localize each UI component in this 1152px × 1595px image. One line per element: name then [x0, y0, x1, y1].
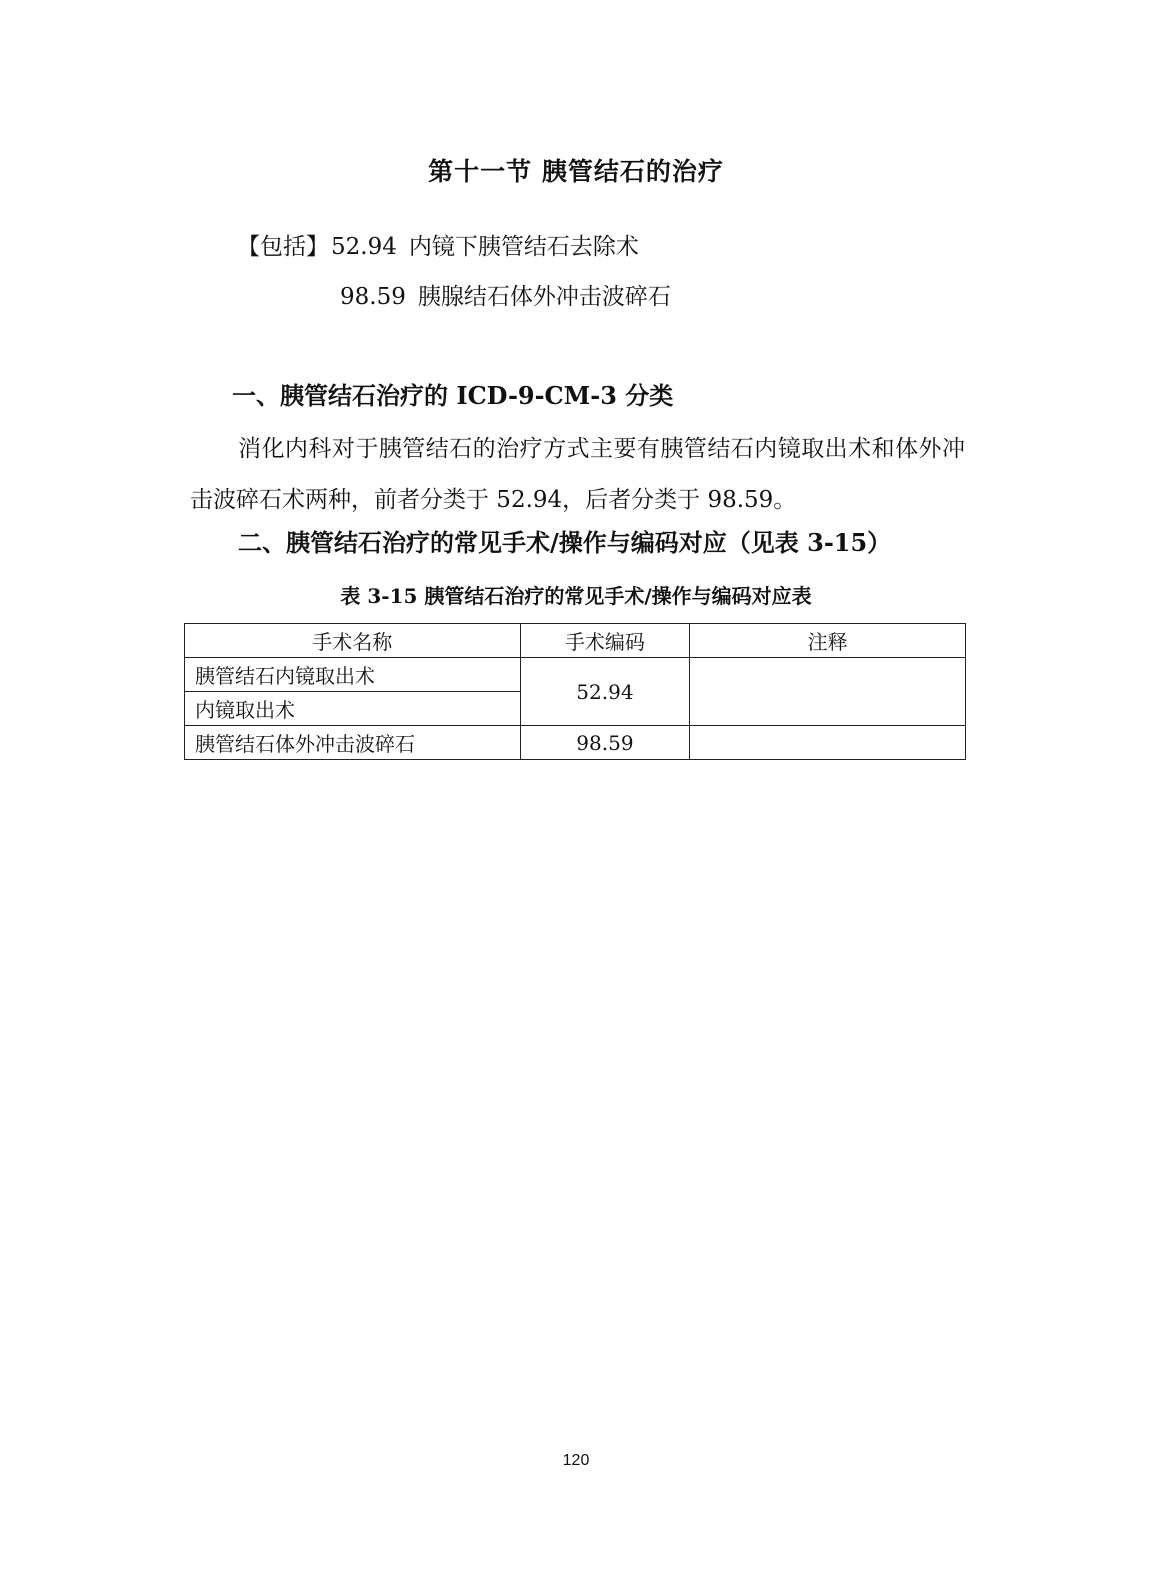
- code-table: [184, 623, 966, 760]
- subsection-heading: 一、胰管结石治疗的 ICD-9-CM-3 分类: [232, 381, 674, 410]
- includes-label: 【包括】: [237, 234, 329, 260]
- procedure-name-cell: 胰管结石体外冲击波碎石: [185, 726, 521, 760]
- procedure-name-cell: 胰管结石内镜取出术: [185, 658, 521, 692]
- section-title: 第十一节 胰管结石的治疗: [428, 157, 724, 186]
- note-cell: [690, 658, 966, 726]
- procedure-code-cell: 98.59: [520, 726, 690, 760]
- procedure-code: 98.59: [340, 284, 406, 310]
- column-header: 注释: [690, 624, 966, 658]
- table-header-row: [185, 624, 966, 658]
- body-paragraph: 消化内科对于胰管结石的治疗方式主要有胰管结石内镜取出术和体外冲击波碎石术两种，前者分类于 52.94，后者分类于 98.59。: [190, 436, 965, 513]
- note-cell: [690, 726, 966, 760]
- procedure-name: 胰腺结石体外冲击波碎石: [417, 284, 671, 310]
- procedure-code: 52.94: [331, 234, 397, 260]
- column-header: 手术名称: [185, 624, 521, 658]
- subsection-heading: 二、胰管结石治疗的常见手术/操作与编码对应（见表 3-15）: [238, 528, 892, 557]
- table-caption: 表 3-15 胰管结石治疗的常见手术/操作与编码对应表: [340, 584, 812, 608]
- procedure-code-cell: 52.94: [520, 658, 690, 726]
- column-header: 手术编码: [520, 624, 690, 658]
- table-row: [185, 658, 966, 692]
- procedure-name: 内镜下胰管结石去除术: [408, 234, 639, 260]
- table-row: [185, 726, 966, 760]
- procedure-name-cell: 内镜取出术: [185, 692, 521, 726]
- includes-line: [237, 228, 639, 261]
- includes-line: [340, 278, 671, 311]
- page-number: 120: [562, 1452, 590, 1469]
